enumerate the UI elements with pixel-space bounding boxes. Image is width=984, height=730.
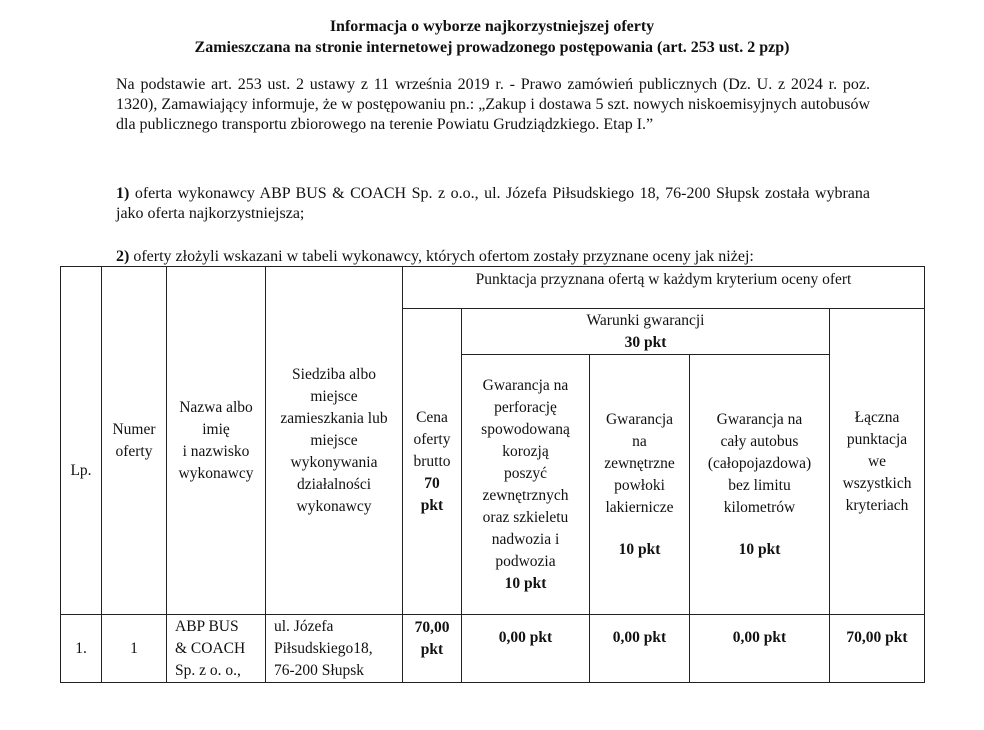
gw2-lines-line: powłoki [614,476,665,494]
gw2-lines-line: lakiernicze [605,498,674,516]
point-2-text: oferty złożyli wskazani w tabeli wykonawcy, których ofertom zostały przyznane oceny jak niżej: [129,248,754,265]
point-2-number: 2) [116,248,130,265]
header-gwarancja-autobus [690,355,830,615]
laczna-lines-line: we [867,452,887,470]
gw1-lines-line: korozją [502,442,549,460]
document-title: Informacja o wyborze najkorzystniejszej oferty [329,18,655,35]
gw2-lines-line: na [632,432,647,450]
header-nazwa-wykonawcy: Nazwa albo imię i nazwisko wykonawcy [167,267,266,615]
header-siedziba: Siedziba albo miejsce zamieszkania lub miejsce wykonywania działalności wykonawcy [266,267,403,615]
laczna-lines-line: kryteriach [845,496,909,514]
laczna-lines-line: Łączna [854,408,900,426]
gw2-lines-line: zewnętrzne [604,454,675,472]
gw1-lines-line: podwozia [495,552,556,570]
results-table [60,266,925,683]
header-punktacja: Punktacja przyznana ofertą w każdym kryterium oceny ofert [403,267,925,309]
laczna-lines-line: wszystkich [842,474,912,492]
row-laczna: 70,00 pkt [830,615,925,683]
point-1 [116,184,870,224]
row-nazwa: ABP BUS & COACH Sp. z o. o., [167,615,266,683]
point-2 [116,247,870,267]
gw3-lines-line: Gwarancja na [716,410,803,428]
gw3-lines-line: cały autobus [720,432,799,450]
point-1-text: oferta wykonawcy ABP BUS & COACH Sp. z o.o., ul. Józefa Piłsudskiego 18, 76-200 Słupsk została wybrana jako oferta najkorzystniejsza; [116,185,870,222]
header-warunki-gwarancji: Warunki gwarancji 30 pkt [462,309,830,355]
gw3-lines-line: (całopojazdowa) [707,454,812,472]
row-gw3: 0,00 pkt [690,615,830,683]
gw1-lines-line: spowodowaną [481,420,570,438]
header-gwarancja-powloki [590,355,690,615]
header-lp: Lp. [61,267,102,615]
laczna-lines-line: punktacja [846,430,908,448]
row-lp: 1. [61,615,102,683]
row-cena: 70,00 pkt [403,615,462,683]
gw2-pts: 10 pkt [618,540,661,558]
gw1-lines-line: Gwarancja na [482,376,569,394]
gw1-lines-line: nadwozia i [491,530,560,548]
point-1-number: 1) [116,185,130,202]
row-numer: 1 [102,615,167,683]
header-gwarancja-perforacja [462,355,590,615]
gw1-lines-line: poszyć [503,464,548,482]
row-gw2: 0,00 pkt [590,615,690,683]
gw1-lines-line: oraz szkieletu [482,508,569,526]
gw1-lines-line: perforację [494,398,557,416]
gw3-lines-line: bez limitu [728,476,791,494]
gw3-pts: 10 pkt [738,540,781,558]
header-cena: Cena oferty brutto 70 pkt [403,309,462,615]
gw3-lines-line: kilometrów [723,498,796,516]
gw1-lines-line: zewnętrznych [482,486,569,504]
header-numer-oferty: Numer oferty [102,267,167,615]
row-gw1: 0,00 pkt [462,615,590,683]
document-subtitle: Zamieszczana na stronie internetowej prowadzonego postępowania (art. 253 ust. 2 pzp) [194,39,790,56]
gw1-pts: 10 pkt [504,574,547,592]
header-row-1 [61,267,925,309]
row-siedziba: ul. Józefa Piłsudskiego18, 76-200 Słupsk [266,615,403,683]
header-laczna-punktacja [830,309,925,615]
gw2-lines-line: Gwarancja [605,410,674,428]
intro-paragraph: Na podstawie art. 253 ust. 2 ustawy z 11 września 2019 r. - Prawo zamówień publicznych (Dz. U. z 2024 r. poz. 1320), Zamawiający informuje, że w postępowaniu pn.: „Zakup i dostawa 5 szt. nowych niskoemisyjnych autobusów dla publicznego transportu zbiorowego na terenie Powiatu Grudziądzkiego. Etap I.” [116,76,870,133]
table-row [61,615,925,683]
